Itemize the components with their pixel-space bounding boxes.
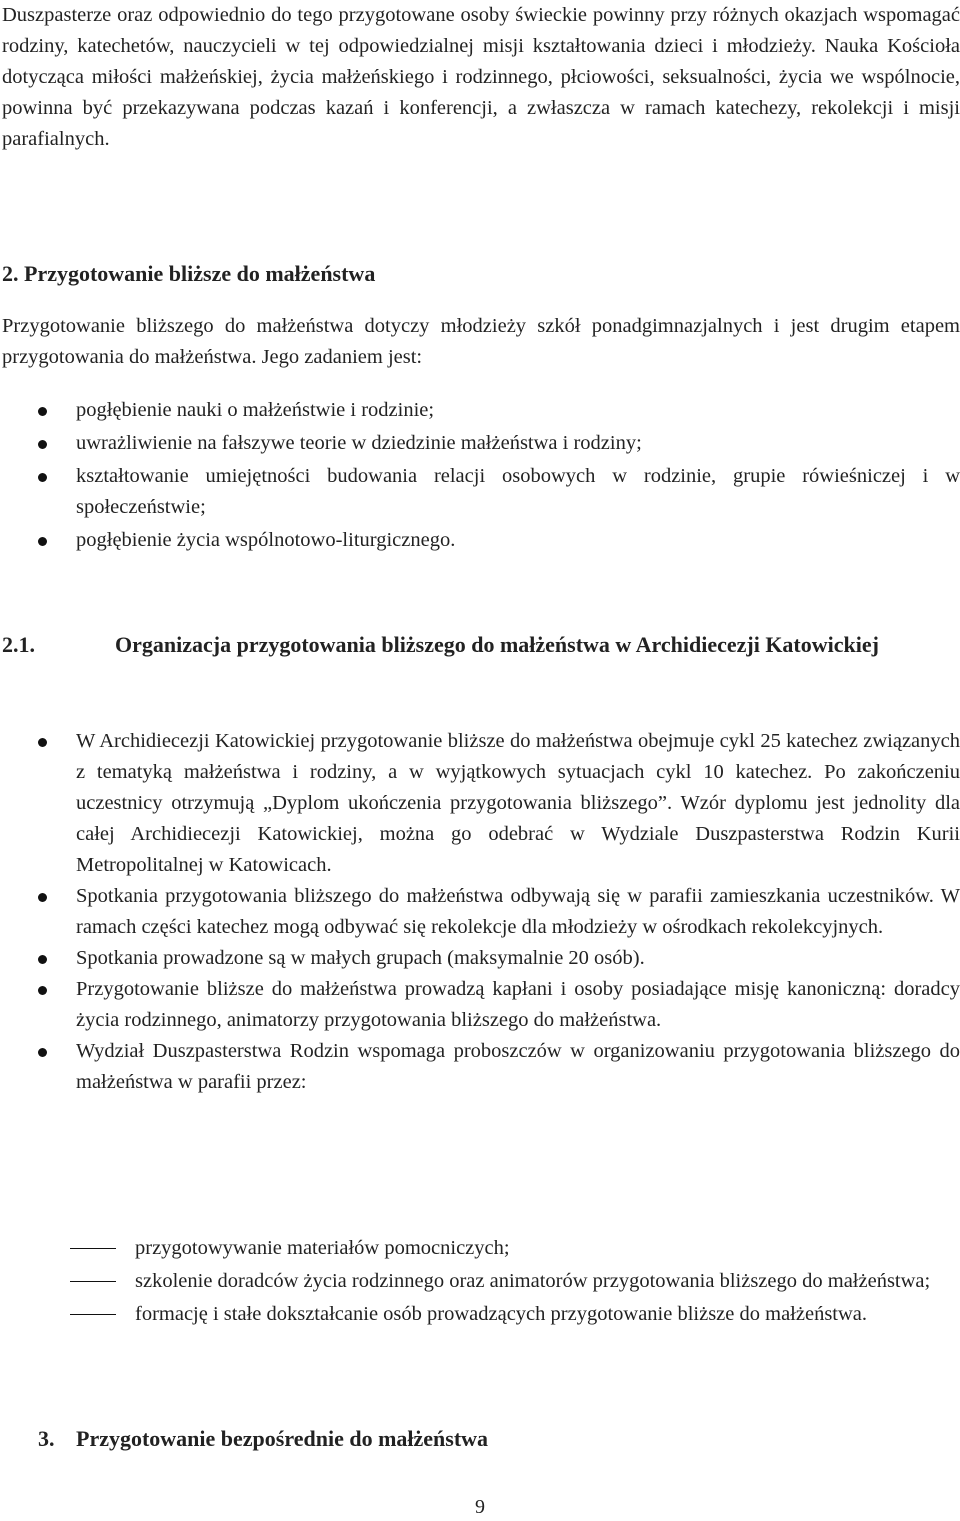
intro-paragraph: Duszpasterze oraz odpowiednio do tego przygotowane osoby świeckie powinny przy różnych okazjach wspomagać rodziny, katechetów, nauczycieli w tej odpowiedzialnej misji kształtowania dzieci i młodzieży. Nauka Kościoła dotycząca miłości małżeńskiej, życia małżeńskiego i rodzinnego, płciowości, seksualności, życia we wspólnocie, powinna być przekazywana podczas kazań i konferencji, a zwłaszcza w ramach katechezy, rekolekcji i misji parafialnych. [2, 4, 960, 150]
list-item: Spotkania prowadzone są w małych grupach (maksymalnie 20 osób). [0, 943, 960, 974]
section-2-1-dash-list [0, 1233, 960, 1332]
bullet-icon [38, 955, 47, 964]
section-3-heading [38, 1423, 488, 1455]
section-2-heading: 2. Przygotowanie bliższe do małżeństwa [2, 261, 376, 286]
bullet-icon [38, 537, 47, 546]
section-title: Organizacja przygotowania bliższego do małżeństwa w Archidiecezji Katowickiej [115, 632, 879, 657]
list-item: kształtowanie umiejętności budowania relacji osobowych w rodzinie, grupie rówieśniczej i w społeczeństwie; [0, 461, 960, 523]
list-item: uwrażliwienie na fałszywe teorie w dziedzinie małżeństwa i rodziny; [0, 428, 960, 459]
section-2-1-bullet-list [0, 726, 960, 1098]
section-2-1-heading [2, 629, 960, 661]
bullet-icon [38, 738, 47, 747]
bullet-icon [38, 893, 47, 902]
bullet-icon [38, 407, 47, 416]
dash-icon [70, 1314, 116, 1315]
list-item: Przygotowanie bliższe do małżeństwa prowadzą kapłani i osoby posiadające misję kanoniczną: doradcy życia rodzinnego, animatorzy przygotowania bliższego do małżeństwa. [0, 974, 960, 1036]
section-title: Przygotowanie bezpośrednie do małżeństwa [76, 1426, 489, 1451]
bullet-icon [38, 1048, 47, 1057]
bullet-icon [38, 440, 47, 449]
list-item: W Archidiecezji Katowickiej przygotowanie bliższe do małżeństwa obejmuje cykl 25 katechez związanych z tematyką małżeństwa i rodziny, a w wyjątkowych sytuacjach cykl 10 katechez. Po zakończeniu uczestnicy otrzymują „Dyplom ukończenia przygotowania bliższego”. Wzór dyplomu jest jednolity dla całej Archidiecezji Katowickiej, można go odebrać w Wydziale Duszpasterstwa Rodzin Kurii Metropolitalnej w Katowicach. [0, 726, 960, 881]
dash-icon [70, 1248, 116, 1249]
list-item: pogłębienie nauki o małżeństwie i rodzinie; [0, 395, 960, 426]
list-item: pogłębienie życia wspólnotowo-liturgicznego. [0, 525, 960, 556]
list-item: przygotowywanie materiałów pomocniczych; [0, 1233, 960, 1264]
list-item: Wydział Duszpasterstwa Rodzin wspomaga proboszczów w organizowaniu przygotowania bliższego do małżeństwa w parafii przez: [0, 1036, 960, 1098]
dash-icon [70, 1281, 116, 1282]
list-item: formację i stałe dokształcanie osób prowadzących przygotowanie bliższe do małżeństwa. [0, 1299, 960, 1330]
section-2-bullet-list [0, 395, 960, 558]
section-number: 2.1. [2, 632, 35, 657]
list-item: szkolenie doradców życia rodzinnego oraz animatorów przygotowania bliższego do małżeństwa; [0, 1266, 960, 1297]
bullet-icon [38, 986, 47, 995]
section-2-paragraph: Przygotowanie bliższego do małżeństwa dotyczy młodzieży szkół ponadgimnazjalnych i jest drugim etapem przygotowania do małżeństwa. Jego zadaniem jest: [2, 315, 960, 368]
section-number: 3. [38, 1426, 55, 1451]
bullet-icon [38, 473, 47, 482]
list-item: Spotkania przygotowania bliższego do małżeństwa odbywają się w parafii zamieszkania uczestników. W ramach części katechez mogą odbywać się rekolekcje dla młodzieży w ośrodkach rekolekcyjnych. [0, 881, 960, 943]
page-number: 9 [475, 1496, 485, 1518]
